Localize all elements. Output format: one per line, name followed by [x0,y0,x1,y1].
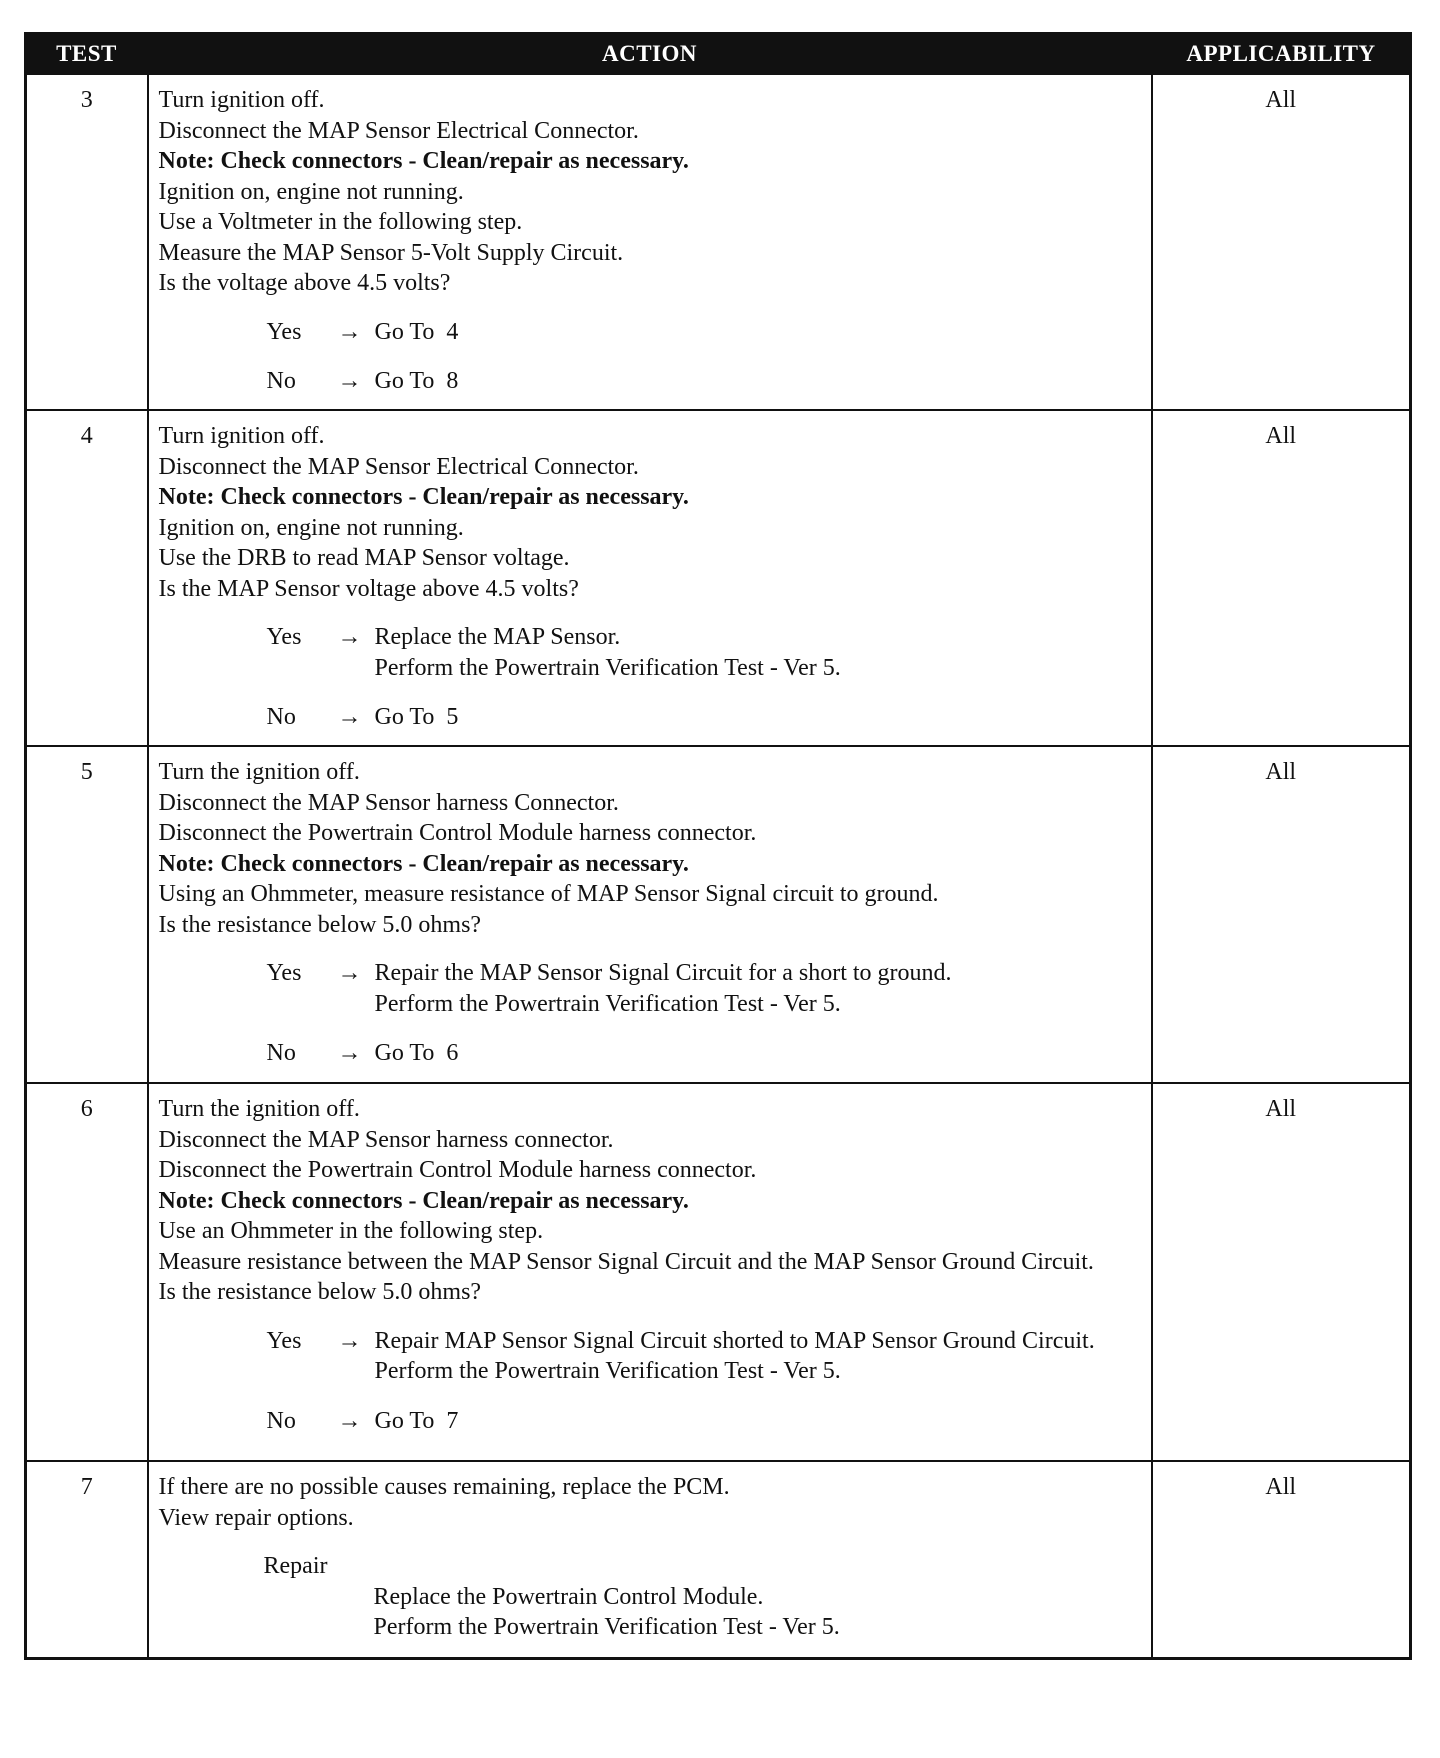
repair-step: Perform the Powertrain Verification Test - Ver 5. [373,1614,840,1640]
outcome-text [375,317,1141,348]
outcome-text [375,622,1141,683]
arrow-right-icon: → [337,960,362,986]
result-options [159,1326,1141,1437]
test-action [148,746,1152,1083]
result-no [267,366,1141,397]
result-yes [267,1326,1141,1387]
outcome-text [375,958,1141,1019]
test-action [148,1461,1152,1658]
action-line: Turn ignition off. [158,423,325,449]
result-options [159,958,1141,1069]
arrow-right-icon: → [337,1040,362,1066]
action-line: Measure resistance between the MAP Sensor Signal Circuit and the MAP Sensor Ground Circuit. [158,1248,1094,1275]
outcome-line: Go To 5 [374,704,459,730]
outcome-line: Repair MAP Sensor Signal Circuit shorted to MAP Sensor Ground Circuit. [374,1327,1095,1354]
repair-steps [374,1582,1141,1643]
action-line: Ignition on, engine not running. [158,178,464,205]
note-line: Note: Check connectors - Clean/repair as necessary. [158,850,689,877]
answer-label: Yes [266,1327,302,1354]
action-line: Is the voltage above 4.5 volts? [158,270,451,296]
test-row [26,746,1411,1083]
action-line: Disconnect the Powertrain Control Module harness connector. [158,820,757,846]
arrow-right-icon: → [337,624,362,650]
action-line: Turn the ignition off. [158,759,360,785]
arrow-right-icon: → [337,1327,362,1354]
action-line: Use an Ohmmeter in the following step. [158,1218,544,1244]
action-line: Using an Ohmmeter, measure resistance of MAP Sensor Signal circuit to ground. [158,881,939,907]
applicability-value: All [1152,1083,1411,1461]
column-header-test: TEST [26,34,148,75]
answer-label: No [266,368,296,394]
arrow-right-icon: → [337,368,362,394]
outcome-line: Go To 4 [374,318,459,345]
arrow-right-icon: → [337,318,362,345]
applicability-value: All [1152,410,1411,746]
action-line: Is the resistance below 5.0 ohms? [158,911,482,938]
applicability-value: All [1152,746,1411,1083]
test-number: 6 [26,1083,148,1461]
result-yes [267,317,1141,348]
result-options [159,622,1141,733]
test-number: 4 [26,410,148,746]
action-line: Disconnect the MAP Sensor harness Connector. [158,789,619,816]
answer-label: No [266,1407,296,1434]
outcome-line: Replace the MAP Sensor. [374,624,621,650]
action-line: Ignition on, engine not running. [158,514,464,541]
test-number: 7 [26,1461,148,1658]
diagnostic-test-table [24,32,1412,1660]
action-line: If there are no possible causes remaining, replace the PCM. [158,1474,730,1500]
outcome-text [375,1326,1141,1387]
outcome-line: Go To 7 [374,1407,459,1434]
repair-options [264,1551,1141,1643]
note-line: Note: Check connectors - Clean/repair as necessary. [158,148,689,174]
action-line: Turn the ignition off. [158,1096,360,1122]
result-no [267,1038,1141,1069]
test-action [148,74,1152,410]
result-no [267,702,1141,733]
answer-label: Yes [266,960,302,986]
action-line: Is the resistance below 5.0 ohms? [158,1279,482,1305]
test-row [26,74,1411,410]
outcome-line: Perform the Powertrain Verification Test - Ver 5. [374,654,841,681]
action-line: View repair options. [158,1504,354,1531]
column-header-applicability: APPLICABILITY [1152,34,1411,75]
outcome-text [375,1406,1141,1437]
action-line: Use a Voltmeter in the following step. [158,209,523,235]
outcome-line: Perform the Powertrain Verification Test - Ver 5. [374,990,841,1017]
arrow-right-icon: → [337,1407,362,1434]
answer-label: Yes [266,318,302,345]
column-header-action: ACTION [148,34,1152,75]
action-line: Measure the MAP Sensor 5-Volt Supply Circuit. [158,239,624,266]
answer-label: No [266,704,296,730]
action-line: Use the DRB to read MAP Sensor voltage. [158,545,570,571]
test-row [26,410,1411,746]
action-line: Is the MAP Sensor voltage above 4.5 volts? [158,575,579,602]
test-action [148,410,1152,746]
answer-label: No [266,1040,296,1066]
test-action [148,1083,1152,1461]
note-line: Note: Check connectors - Clean/repair as necessary. [158,484,689,510]
note-line: Note: Check connectors - Clean/repair as necessary. [158,1187,689,1214]
outcome-text [375,366,1141,397]
outcome-text [375,702,1141,733]
result-yes [267,622,1141,683]
header-row [26,34,1411,75]
result-no [267,1406,1141,1437]
test-row [26,1461,1411,1658]
test-number: 3 [26,74,148,410]
result-options [159,317,1141,397]
outcome-line: Repair the MAP Sensor Signal Circuit for a short to ground. [374,960,952,986]
answer-label: Yes [266,624,302,650]
outcome-line: Perform the Powertrain Verification Test - Ver 5. [374,1358,841,1384]
action-line: Disconnect the MAP Sensor Electrical Connector. [158,453,639,480]
outcome-line: Go To 6 [374,1040,459,1066]
action-line: Disconnect the Powertrain Control Module harness connector. [158,1157,757,1183]
action-line: Disconnect the MAP Sensor harness connector. [158,1126,614,1153]
action-line: Turn ignition off. [158,87,325,113]
outcome-line: Go To 8 [374,368,459,394]
repair-step: Replace the Powertrain Control Module. [373,1583,764,1610]
arrow-right-icon: → [337,704,362,730]
applicability-value: All [1152,1461,1411,1658]
test-row [26,1083,1411,1461]
repair-label: Repair [263,1553,328,1579]
action-line: Disconnect the MAP Sensor Electrical Connector. [158,117,639,144]
applicability-value: All [1152,74,1411,410]
test-number: 5 [26,746,148,1083]
result-yes [267,958,1141,1019]
outcome-text [375,1038,1141,1069]
